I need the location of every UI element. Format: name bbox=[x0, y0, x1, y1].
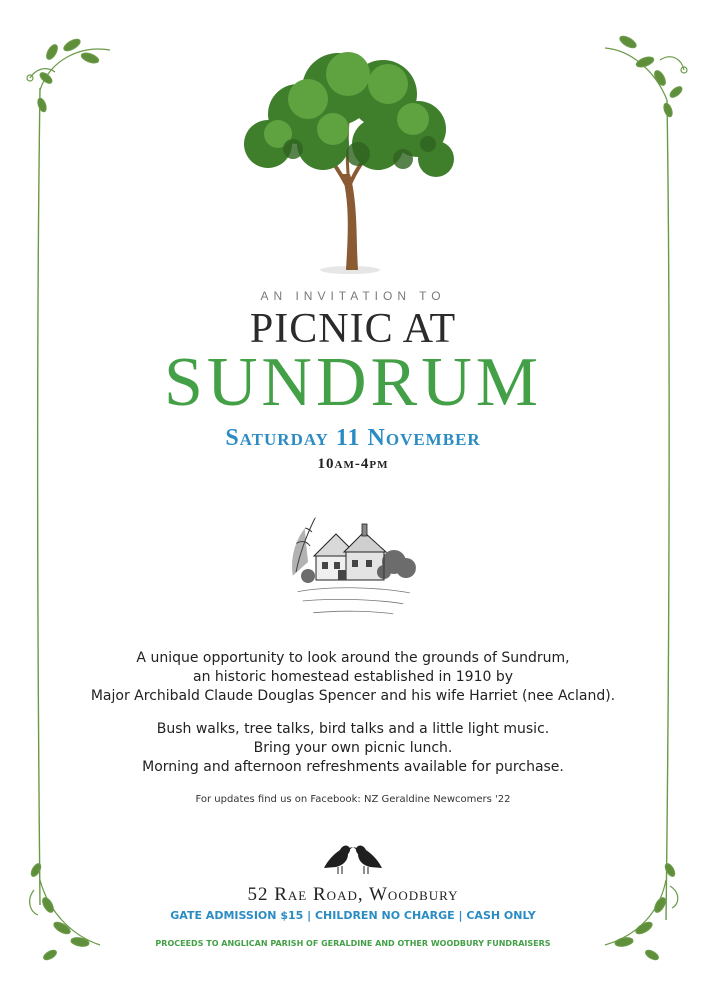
description-paragraph-1 bbox=[0, 649, 706, 706]
description-line: an historic homestead established in 1910 by bbox=[192, 669, 514, 685]
two-birds-icon bbox=[318, 838, 388, 876]
description-line: Bring your own picnic lunch. bbox=[253, 740, 453, 756]
title-line-1: PICNIC AT bbox=[249, 306, 457, 352]
invitation-intro: AN INVITATION TO bbox=[260, 289, 446, 303]
tree-illustration bbox=[238, 34, 458, 279]
description-line: Bush walks, tree talks, bird talks and a little light music. bbox=[156, 721, 550, 737]
description-line: A unique opportunity to look around the grounds of Sundrum, bbox=[136, 650, 570, 666]
event-date: Saturday 11 November bbox=[225, 425, 481, 451]
event-address: 52 Rae Road, Woodbury bbox=[247, 884, 459, 905]
homestead-sketch-illustration bbox=[286, 502, 422, 630]
admission-info: GATE ADMISSION $15 | CHILDREN NO CHARGE | CASH ONLY bbox=[170, 909, 536, 922]
description-line: Major Archibald Claude Douglas Spencer and his wife Harriet (nee Acland). bbox=[90, 688, 616, 704]
facebook-note: For updates find us on Facebook: NZ Geraldine Newcomers '22 bbox=[195, 794, 511, 805]
event-time: 10am-4pm bbox=[317, 456, 389, 472]
top-left-vine-icon bbox=[27, 37, 110, 113]
top-right-vine-icon bbox=[605, 34, 687, 118]
proceeds-note: PROCEEDS TO ANGLICAN PARISH OF GERALDINE AND OTHER WOODBURY FUNDRAISERS bbox=[155, 939, 551, 948]
description-line: Morning and afternoon refreshments available for purchase. bbox=[142, 759, 564, 775]
title-line-2: SUNDRUM bbox=[163, 344, 543, 421]
description-paragraph-2 bbox=[0, 720, 706, 777]
